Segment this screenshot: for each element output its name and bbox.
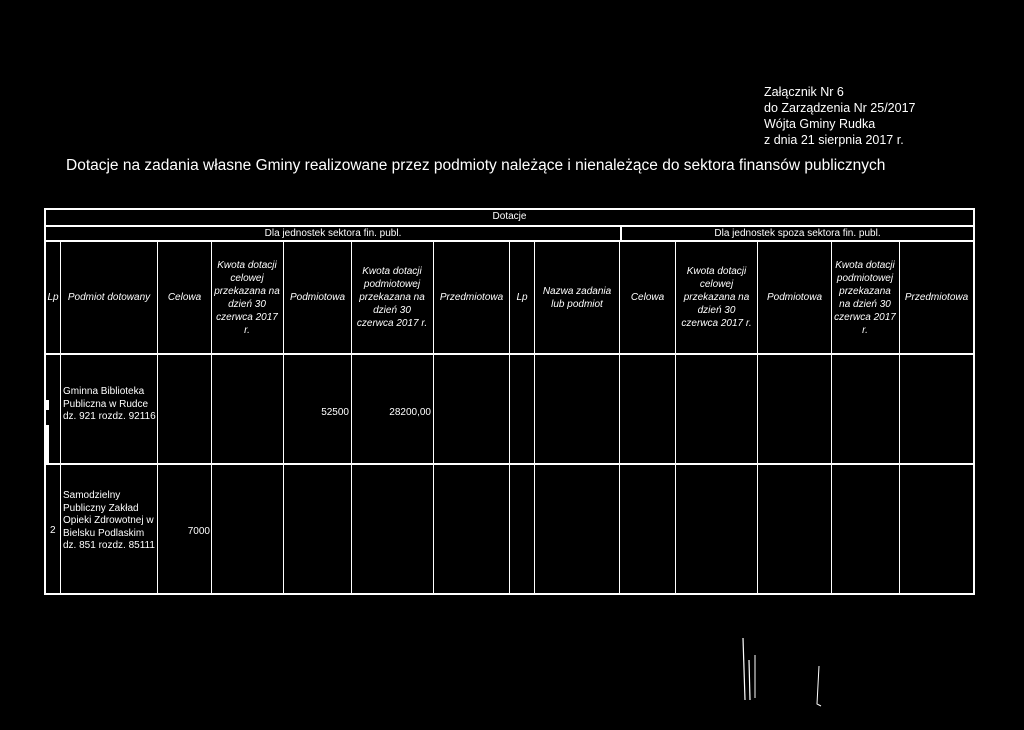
annex-header	[764, 84, 915, 148]
col-header-nazwa: Nazwa zadania lub podmiot	[542, 285, 612, 310]
col-header-lp: Lp	[47, 292, 59, 303]
annex-line-2: do Zarządzenia Nr 25/2017	[764, 101, 916, 115]
row-1-margin-mark	[46, 400, 49, 410]
document-title: Dotacje na zadania własne Gminy realizowane przez podmioty należące i nienależące do sektora finansów publicznych	[66, 157, 886, 174]
col-header-przedmiotowa-2: Przedmiotowa	[904, 292, 969, 303]
row-1-kwota-podmiotowej: 28200,00	[389, 407, 431, 418]
col-header-kwota-celowej: Kwota dotacji celowej przekazana na dzień 30 czerwca 2017 r.	[214, 259, 280, 336]
row-1-podmiotowa: 52500	[321, 407, 349, 418]
col-header-podmiotowa-2: Podmiotowa	[766, 292, 823, 303]
row-2-podmiot: Samodzielny Publiczny Zakład Opieki Zdrowotnej w Bielsku Podlaskim dz. 851 rozdz. 85111	[63, 490, 155, 551]
col-line-12	[831, 241, 832, 594]
row-2-celowa: 7000	[187, 526, 210, 537]
annex-line-3: Wójta Gminy Rudka	[764, 117, 876, 131]
col-line-10	[675, 241, 676, 594]
row-1-podmiot: Gminna Biblioteka Publiczna w Rudce dz. 921 rozdz. 92116	[63, 386, 156, 422]
col-line-3	[211, 241, 212, 594]
col-header-podmiotowa: Podmiotowa	[289, 292, 346, 303]
signature-stroke-2	[749, 660, 750, 700]
signature-stroke-4	[817, 666, 821, 706]
group-header-non-sector: Dla jednostek spoza sektora fin. publ.	[714, 228, 881, 239]
col-header-celowa-2: Celowa	[630, 292, 665, 303]
row-2-lp: 2	[50, 525, 56, 536]
col-header-kwota-podmiotowej-2: Kwota dotacji podmiotowej przekazana na dzień 30 czerwca 2017 r.	[834, 259, 896, 336]
annex-line-4: z dnia 21 sierpnia 2017 r.	[764, 133, 904, 147]
signature-mark	[735, 630, 835, 710]
col-header-lp-2: Lp	[516, 292, 528, 303]
col-line-8	[534, 241, 535, 594]
col-header-kwota-podmiotowej: Kwota dotacji podmiotowej przekazana na dzień 30 czerwca 2017 r.	[356, 266, 428, 329]
col-header-podmiot: Podmiot dotowany	[67, 292, 151, 303]
row-1-margin-mark-2	[46, 425, 49, 463]
signature-stroke-1	[743, 638, 745, 700]
col-header-kwota-celowej-2: Kwota dotacji celowej przekazana na dzień 30 czerwca 2017 r.	[681, 266, 752, 329]
annex-line-1: Załącznik Nr 6	[764, 85, 844, 99]
col-header-celowa: Celowa	[167, 292, 202, 303]
group-header-dotacje: Dotacje	[492, 211, 527, 222]
col-header-przedmiotowa: Przedmiotowa	[439, 292, 504, 303]
group-header-sector: Dla jednostek sektora fin. publ.	[264, 228, 402, 239]
